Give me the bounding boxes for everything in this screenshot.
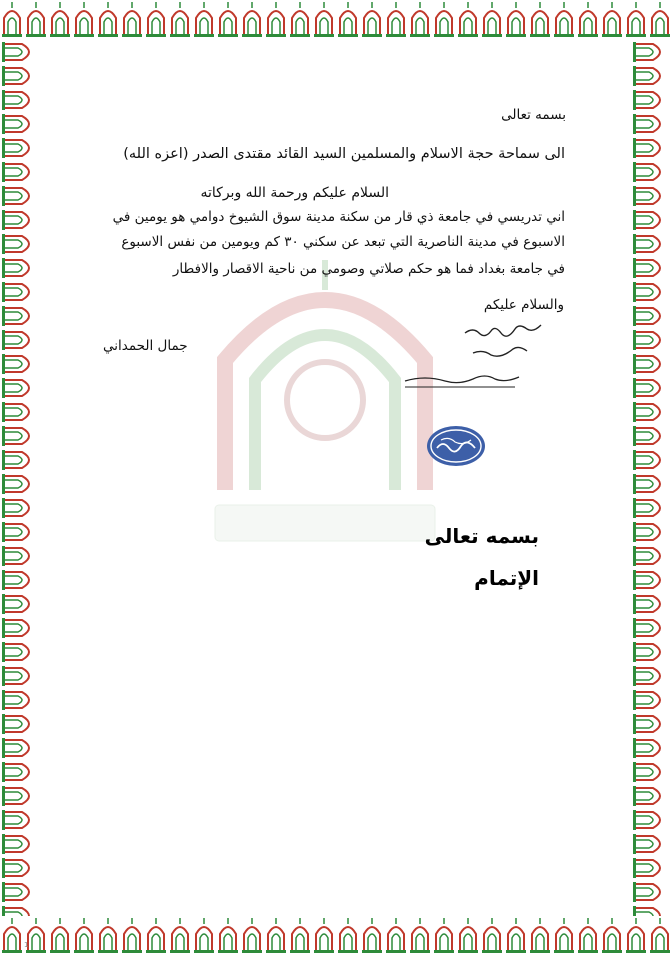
handwritten-reply — [395, 315, 545, 395]
seal-stamp — [425, 424, 487, 468]
letter-greeting: بسمه تعالى — [501, 107, 566, 123]
watermark-logo — [195, 250, 455, 550]
response-title: بسمه تعالى — [424, 524, 539, 548]
response-answer: الإتمام — [474, 566, 539, 590]
letter-closing: والسلام عليكم — [483, 297, 564, 313]
letter-addressee: الى سماحة حجة الاسلام والمسلمين السيد القائد مقتدى الصدر (اعزه الله) — [123, 146, 565, 162]
letter-salutation: السلام عليكم ورحمة الله وبركاته — [200, 185, 389, 201]
border-top — [0, 0, 671, 40]
page-number: 1 — [24, 941, 29, 949]
border-left — [0, 40, 40, 916]
letter-body-line: الاسبوع في مدينة الناصرية التي تبعد عن سكني ٣٠ كم ويومين من نفس الاسبوع — [121, 234, 565, 250]
border-right — [631, 40, 671, 916]
letter-signature: جمال الحمداني — [103, 338, 188, 354]
letter-body-line: في جامعة بغداد فما هو حكم صلاتي وصومي من ناحية الاقصار والافطار — [172, 261, 565, 277]
border-bottom — [0, 916, 671, 956]
letter-body-line: اني تدريسي في جامعة ذي قار من سكنة مدينة سوق الشيوخ دوامي هو يومين في — [112, 209, 565, 225]
